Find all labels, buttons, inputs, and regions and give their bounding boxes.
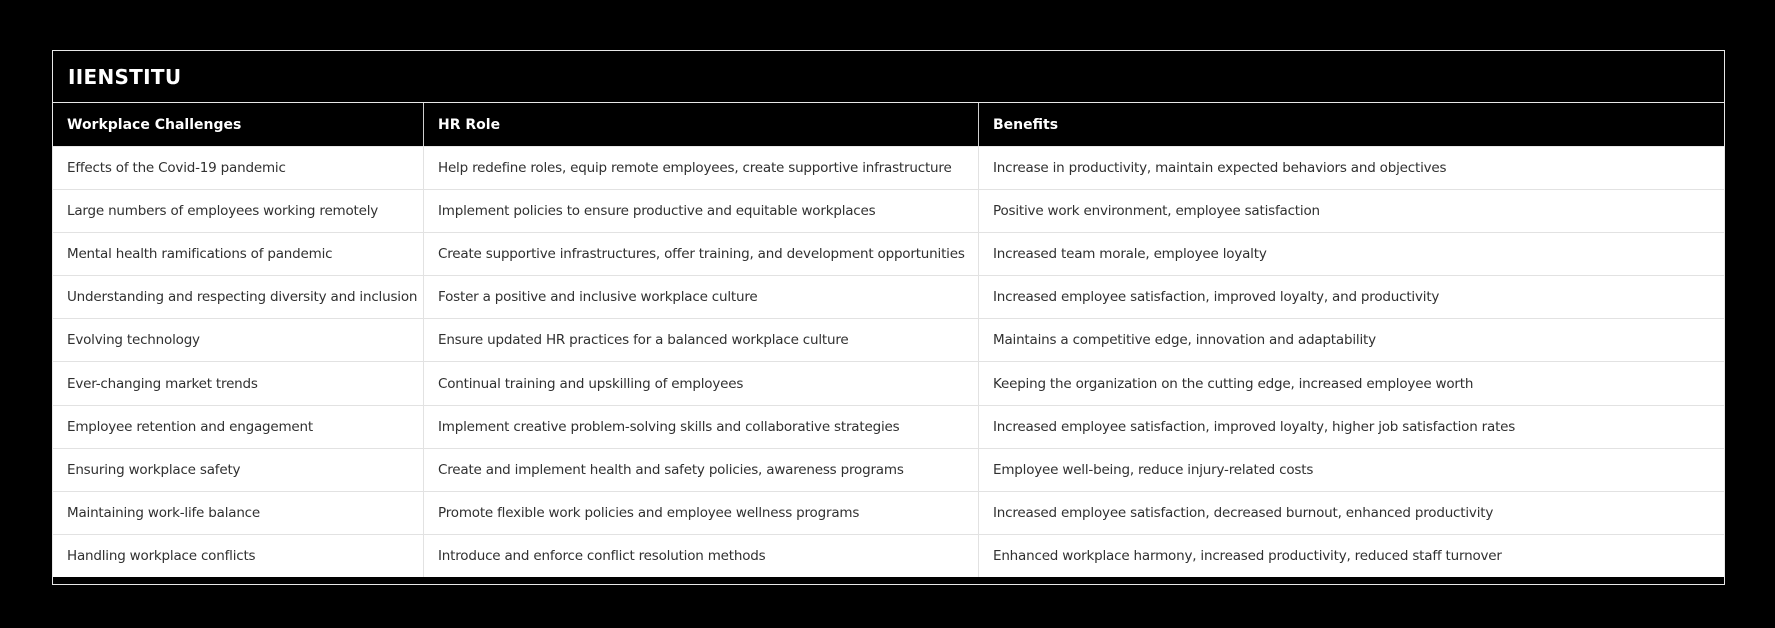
hr-role-cell: Implement creative problem-solving skills and collaborative strategies bbox=[423, 406, 978, 448]
table-row bbox=[53, 276, 1724, 319]
column-header-hr-role: HR Role bbox=[423, 103, 978, 146]
challenge-cell: Handling workplace conflicts bbox=[67, 547, 256, 564]
benefit-cell: Employee well-being, reduce injury-related costs bbox=[978, 449, 1724, 491]
column-header-benefits: Benefits bbox=[978, 103, 1724, 146]
challenge-cell: Ensuring workplace safety bbox=[67, 461, 241, 478]
table-body bbox=[53, 147, 1724, 577]
challenge-cell: Effects of the Covid-19 pandemic bbox=[67, 160, 286, 177]
benefit-cell: Enhanced workplace harmony, increased productivity, reduced staff turnover bbox=[978, 535, 1724, 577]
benefit-cell: Keeping the organization on the cutting edge, increased employee worth bbox=[978, 362, 1724, 404]
challenge-cell: Mental health ramifications of pandemic bbox=[67, 246, 333, 263]
table-row bbox=[53, 362, 1724, 405]
table-row bbox=[53, 190, 1724, 233]
challenge-cell: Ever-changing market trends bbox=[67, 375, 258, 392]
challenge-cell: Employee retention and engagement bbox=[67, 418, 313, 435]
benefit-cell: Increased employee satisfaction, improved loyalty, and productivity bbox=[978, 276, 1724, 318]
hr-role-cell: Introduce and enforce conflict resolution methods bbox=[423, 535, 978, 577]
table-header-row bbox=[53, 103, 1724, 147]
table-row bbox=[53, 492, 1724, 535]
table-row bbox=[53, 449, 1724, 492]
hr-role-cell: Help redefine roles, equip remote employees, create supportive infrastructure bbox=[423, 147, 978, 189]
table-row bbox=[53, 147, 1724, 190]
hr-role-cell: Create supportive infrastructures, offer training, and development opportunities bbox=[423, 233, 978, 275]
benefit-cell: Increased employee satisfaction, decreased burnout, enhanced productivity bbox=[978, 492, 1724, 534]
table-row bbox=[53, 233, 1724, 276]
hr-role-cell: Implement policies to ensure productive and equitable workplaces bbox=[423, 190, 978, 232]
benefit-cell: Increased employee satisfaction, improved loyalty, higher job satisfaction rates bbox=[978, 406, 1724, 448]
card-footer-strip bbox=[53, 577, 1724, 584]
title-bar bbox=[53, 51, 1724, 103]
hr-role-cell: Foster a positive and inclusive workplace culture bbox=[423, 276, 978, 318]
column-header-workplace-challenges: Workplace Challenges bbox=[67, 116, 242, 133]
page-title: IIENSTITU bbox=[68, 64, 182, 89]
challenge-cell: Evolving technology bbox=[67, 332, 200, 349]
table-row bbox=[53, 319, 1724, 362]
table-card bbox=[52, 50, 1725, 585]
hr-role-cell: Create and implement health and safety policies, awareness programs bbox=[423, 449, 978, 491]
table-row bbox=[53, 406, 1724, 449]
challenge-cell: Large numbers of employees working remotely bbox=[67, 203, 379, 220]
challenge-cell: Maintaining work-life balance bbox=[67, 504, 261, 521]
challenge-cell: Understanding and respecting diversity and inclusion bbox=[67, 289, 418, 306]
hr-role-cell: Ensure updated HR practices for a balanced workplace culture bbox=[423, 319, 978, 361]
hr-role-cell: Promote flexible work policies and employee wellness programs bbox=[423, 492, 978, 534]
hr-role-cell: Continual training and upskilling of employees bbox=[423, 362, 978, 404]
benefit-cell: Increase in productivity, maintain expected behaviors and objectives bbox=[978, 147, 1724, 189]
benefit-cell: Maintains a competitive edge, innovation and adaptability bbox=[978, 319, 1724, 361]
benefit-cell: Positive work environment, employee satisfaction bbox=[978, 190, 1724, 232]
table-row bbox=[53, 535, 1724, 577]
benefit-cell: Increased team morale, employee loyalty bbox=[978, 233, 1724, 275]
